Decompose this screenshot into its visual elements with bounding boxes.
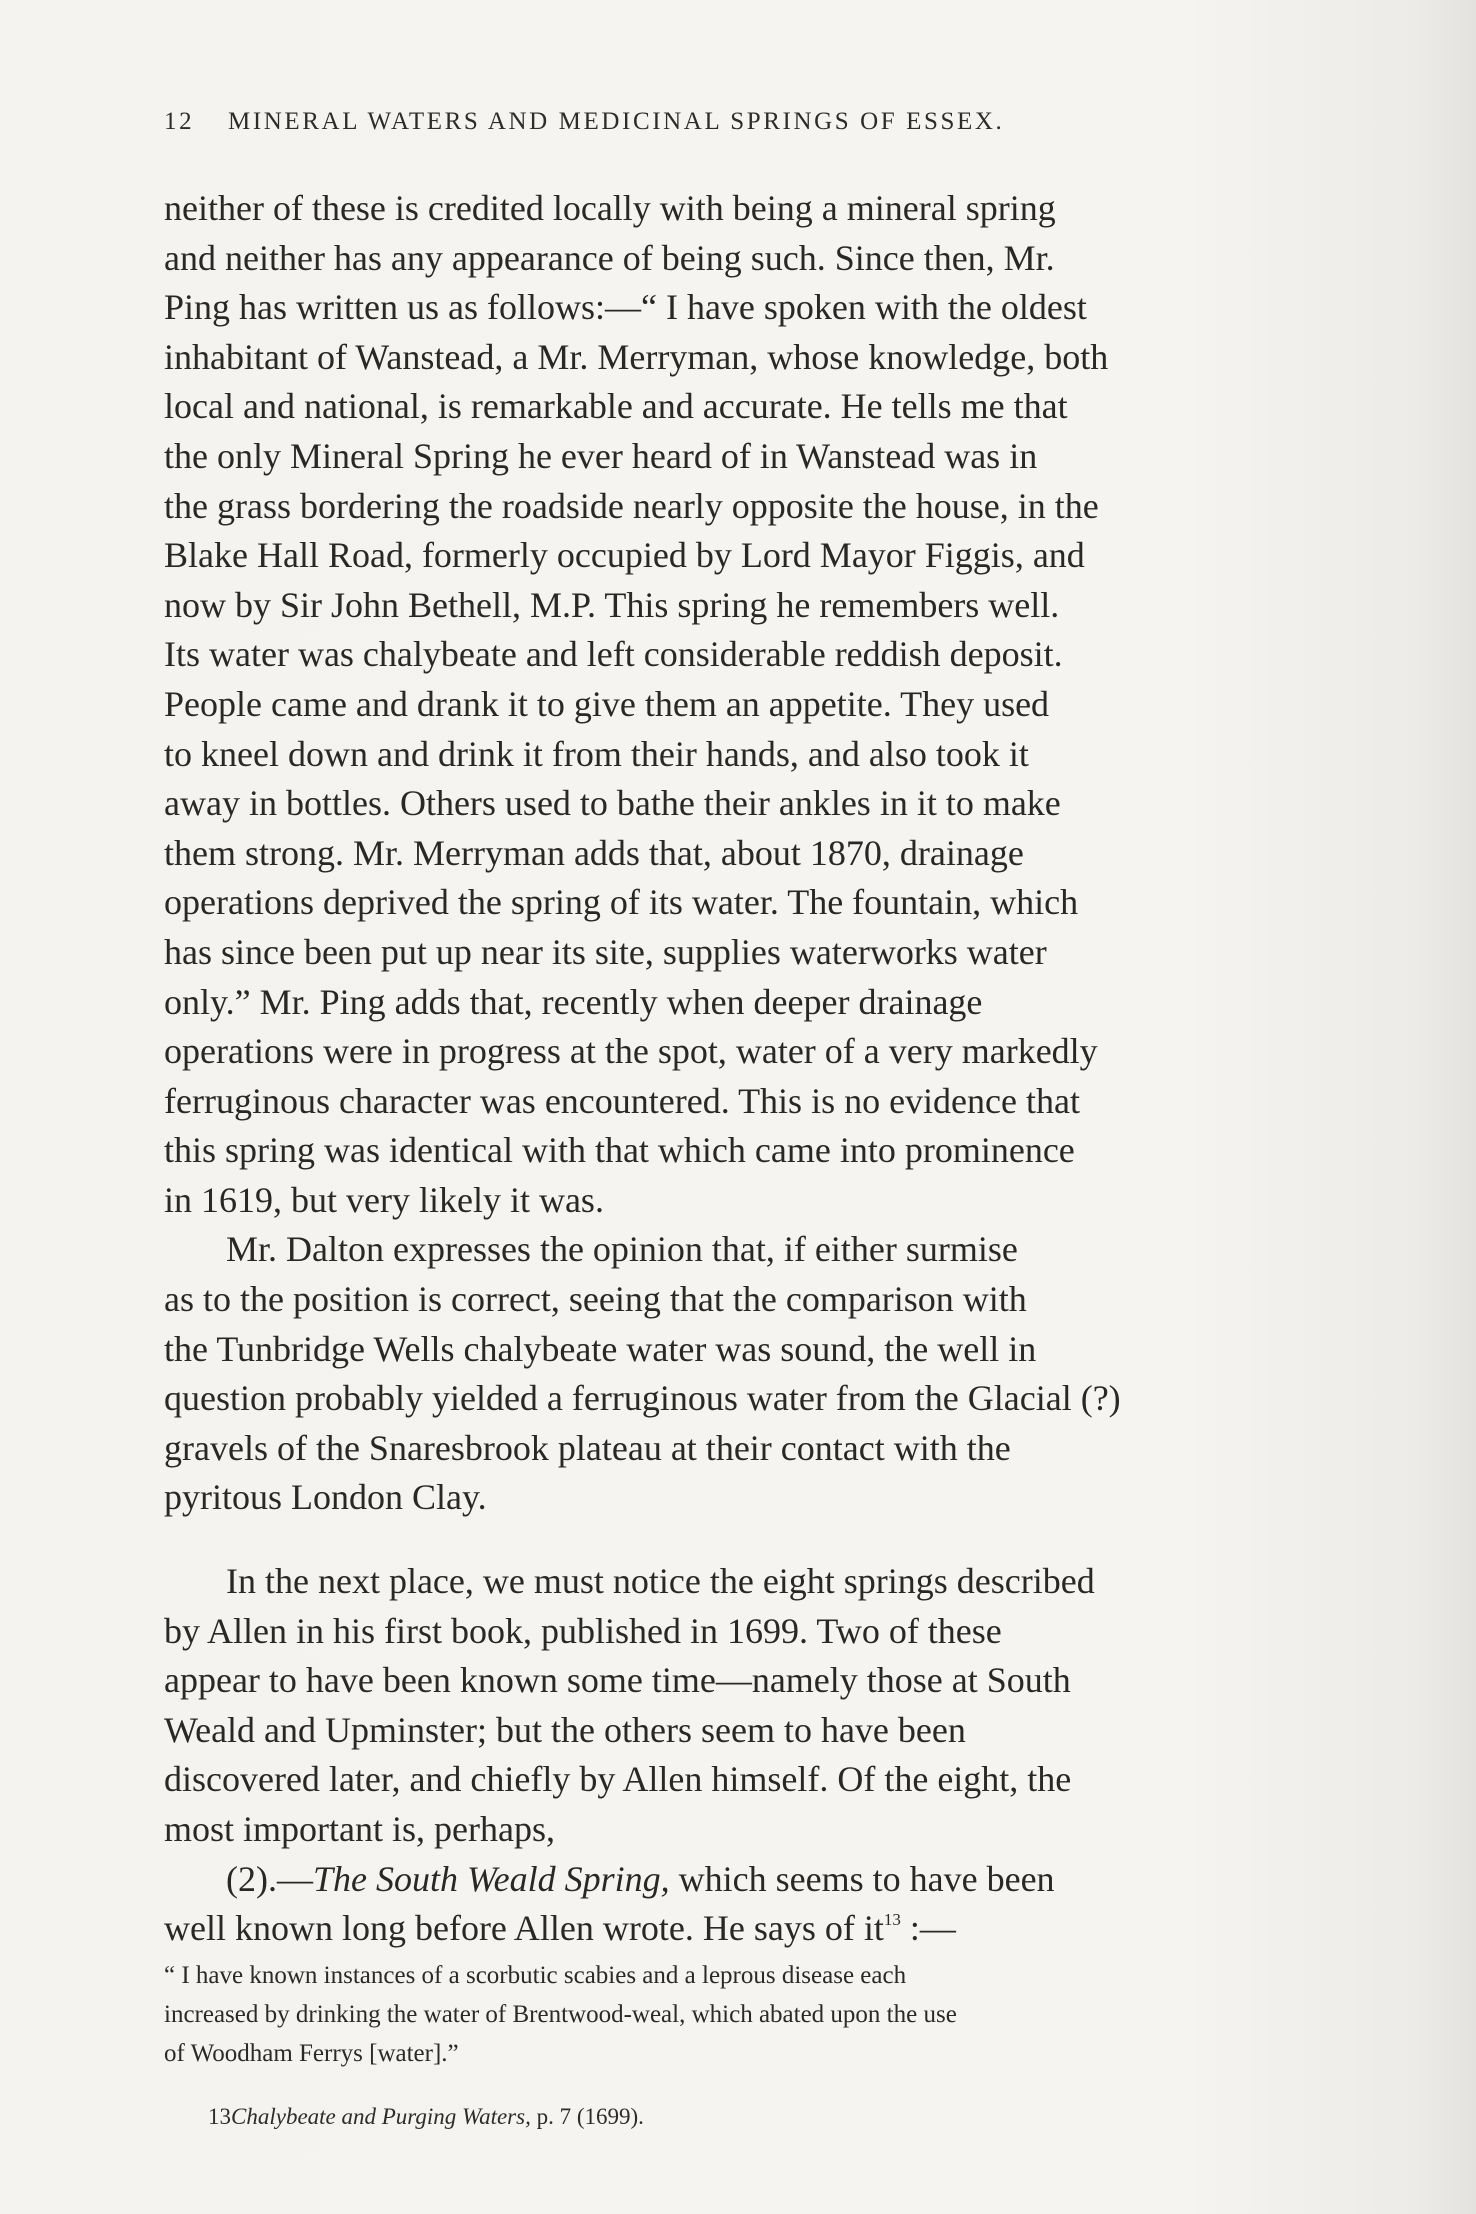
text-line: away in bottles. Others used to bathe their ankles in it to make [164,783,1061,824]
text-line: Weald and Upminster; but the others seem to have been [164,1709,966,1750]
text-line: only.” Mr. Ping adds that, recently when deeper drainage [164,981,983,1022]
footnote-number: 13 [208,2104,231,2129]
text-line: them strong. Mr. Merryman adds that, about 1870, drainage [164,832,1024,873]
text-span: :— [900,1908,956,1949]
text-line: In the next place, we must notice the eight springs described [226,1561,1095,1602]
text-line: People came and drank it to give them an appetite. They used [164,683,1050,724]
text-line: operations were in progress at the spot, water of a very markedly [164,1031,1098,1072]
text-line: has since been put up near its site, supplies waterworks water [164,931,1047,972]
text-line: Ping has written us as follows:—“ I have spoken with the oldest [164,287,1087,328]
body-text [164,184,1314,2073]
footnote-text: p. 7 (1699). [530,2104,644,2129]
footnote-reference: 13 [883,1910,901,1930]
text-line: ferruginous character was encountered. This is no evidence that [164,1080,1080,1121]
text-line: local and national, is remarkable and accurate. He tells me that [164,386,1068,427]
section-title: The South Weald Spring, [312,1858,670,1899]
paragraph-wanstead-spring [164,184,1314,1225]
footnote-title: Chalybeate and Purging Waters, [231,2104,531,2129]
quote-line: increased by drinking the water of Brentwood-weal, which abated upon the use [164,2000,957,2028]
text-line [164,1855,1314,1905]
text-line: Mr. Dalton expresses the opinion that, if either surmise [226,1229,1018,1270]
text-line: gravels of the Snaresbrook plateau at their contact with the [164,1427,1011,1468]
text-line: now by Sir John Bethell, M.P. This spring he remembers well. [164,584,1060,625]
text-line: the only Mineral Spring he ever heard of in Wanstead was in [164,435,1038,476]
section-number: (2).— [226,1858,313,1899]
text-line: question probably yielded a ferruginous water from the Glacial (?) [164,1378,1121,1419]
text-line: in 1619, but very likely it was. [164,1179,604,1220]
text-span: which seems to have been [669,1858,1055,1899]
text-line: operations deprived the spring of its water. The fountain, which [164,882,1079,923]
block-quote [164,1956,1314,2073]
text-line: the Tunbridge Wells chalybeate water was sound, the well in [164,1328,1037,1369]
text-line: most important is, perhaps, [164,1809,555,1849]
quote-line: “ I have known instances of a scorbutic scabies and a leprous disease each [164,1961,907,1989]
text-line: neither of these is credited locally with being a mineral spring [164,188,1056,228]
text-line: appear to have been known some time—namely those at South [164,1660,1071,1701]
text-span: well known long before Allen wrote. He says of it [164,1908,884,1949]
paragraph-allen-springs [164,1557,1314,1855]
running-head [164,108,1224,136]
text-line [164,1904,1314,1954]
text-line: by Allen in his first book, published in 1699. Two of these [164,1610,1002,1651]
text-line: discovered later, and chiefly by Allen himself. Of the eight, the [164,1759,1072,1800]
text-line: to kneel down and drink it from their hands, and also took it [164,733,1029,774]
page-number: 12 [164,108,195,135]
text-line: the grass bordering the roadside nearly opposite the house, in the [164,485,1099,526]
paragraph-gap [164,1523,1314,1557]
text-line: Its water was chalybeate and left considerable reddish deposit. [164,634,1063,675]
paragraph-dalton-opinion [164,1225,1314,1523]
text-line: as to the position is correct, seeing that the comparison with [164,1279,1027,1320]
text-line: inhabitant of Wanstead, a Mr. Merryman, whose knowledge, both [164,336,1109,377]
quote-line: of Woodham Ferrys [water].” [164,2039,459,2067]
footnote [208,2104,644,2130]
paragraph-south-weald [164,1855,1314,1954]
running-title: MINERAL WATERS AND MEDICINAL SPRINGS OF ESSEX. [228,108,1005,135]
text-line: pyritous London Clay. [164,1477,487,1518]
text-line: and neither has any appearance of being such. Since then, Mr. [164,237,1055,278]
text-line: Blake Hall Road, formerly occupied by Lord Mayor Figgis, and [164,535,1085,576]
text-line: this spring was identical with that which came into prominence [164,1130,1075,1171]
